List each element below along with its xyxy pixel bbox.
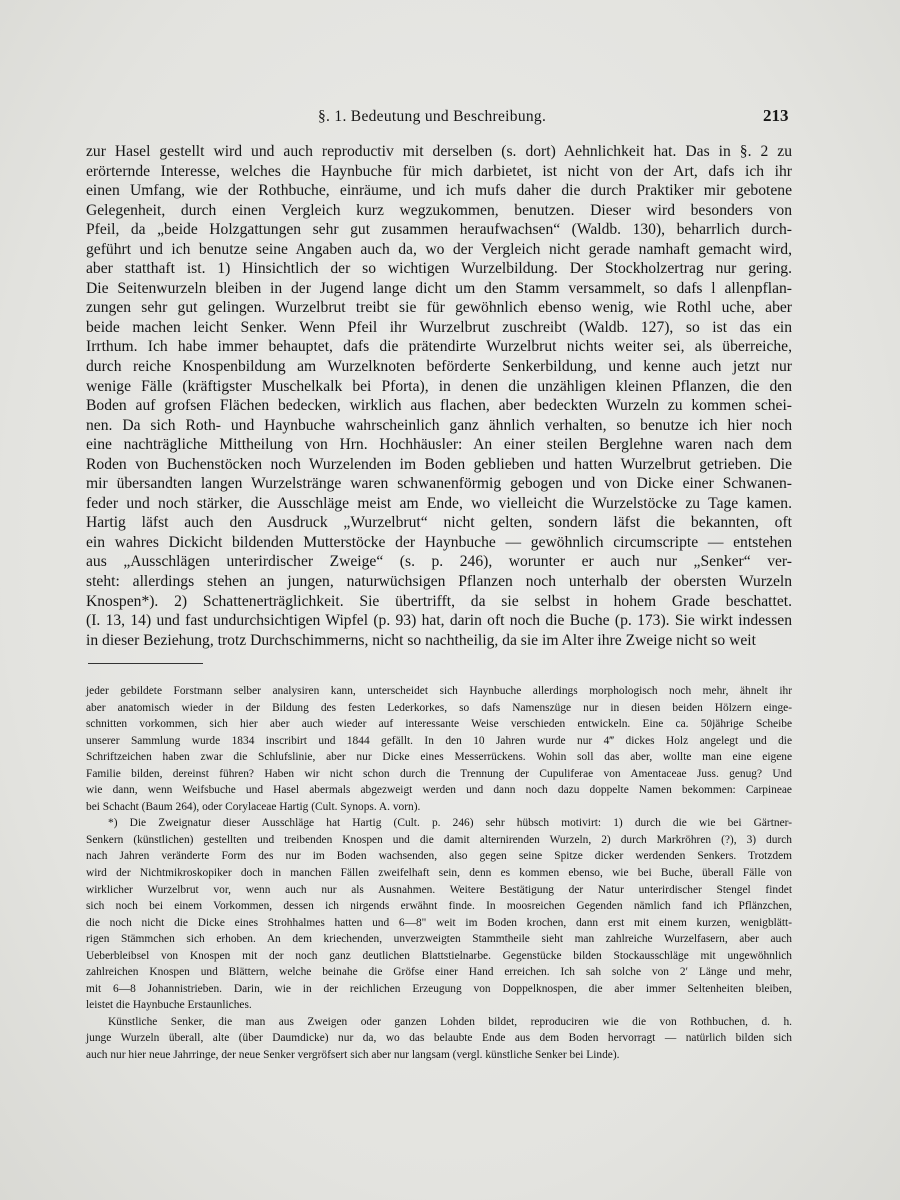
text-line: zungen sehr gut gelingen. Wurzelbrut treibt sie für gewöhnlich ebenso wenig, wie Rothl uche, aber xyxy=(86,299,792,317)
footnote-line: wie dann, wenn Weifsbuche und Hasel abermals abgezweigt werden und dann noch dazu doppelte Namen bekommen: Carpineae xyxy=(86,784,792,797)
text-line: Gelegenheit, durch einen Vergleich kurz wegzukommen, benutzen. Dieser wird besonders von xyxy=(86,201,792,219)
text-line: in dieser Beziehung, trotz Durchschimmerns, nicht so nachtheilig, da sie im Alter ihre Zweige nicht so weit xyxy=(86,631,756,649)
text-line: Hartig läfst auch den Ausdruck „Wurzelbrut“ nicht gelten, sondern läfst die bekannten, oft xyxy=(86,514,792,532)
text-line: geführt und ich benutze seine Angaben auch da, wo der Vergleich nicht gerade namhaft gemacht wird, xyxy=(86,240,792,258)
footnote-line: *) Die Zweignatur dieser Ausschläge hat Hartig (Cult. p. 246) sehr hübsch motivirt: 1) durch die wie bei Gärtner- xyxy=(108,817,792,830)
text-line: Die Seitenwurzeln bleiben in der Jugend lange dicht um den Stamm versammelt, so dafs l allenpflan- xyxy=(86,279,792,297)
footnote-line: mit 6—8 Johannistrieben. Darin, wie in der reichlichen Erzeugung von Doppelknospen, die aber immer Seltenheiten bleiben, xyxy=(86,982,792,995)
footnote-line: unserer Sammlung wurde 1834 inscribirt und 1844 gefällt. In den 10 Jahren wurde nur 4‴ dickes Holz angelegt und die xyxy=(86,734,792,747)
footnote-line: sich noch bei einem Vorkommen, dessen ich nirgends erwähnt finde. In moosreichen Gegenden nämlich fand ich Pflänzchen, xyxy=(86,900,792,913)
footnotes-block xyxy=(86,683,792,1064)
text-line: ein wahres Dickicht bildenden Mutterstöcke der Haynbuche — gewöhnlich circumscripte — entstehen xyxy=(86,533,792,551)
text-line: beide machen leicht Senker. Wenn Pfeil ihr Wurzelbrut zuschreibt (Waldb. 127), so ist das ein xyxy=(86,318,792,336)
footnote-line: die noch nicht die Dicke eines Strohhalmes hatten und 6—8" weit im Boden krochen, dann erst mit einem kurzen, wenigblätt- xyxy=(86,916,792,929)
text-line: einen Umfang, wie der Rothbuche, einräume, und ich mufs daher die durch Praktiker mir gebotene xyxy=(86,182,792,200)
footnote-line: Ueberbleibsel von Knospen mit der noch ganz deutlichen Blattstielnarbe. Gegenstücke bilden Stockausschläge mit ungewöhnlich xyxy=(86,949,792,962)
text-line: nen. Da sich Roth- und Haynbuche wahrscheinlich ganz ähnlich verhalten, so benutze ich hier noch xyxy=(86,416,792,434)
footnote-line: leistet die Haynbuche Erstaunliches. xyxy=(86,999,252,1012)
footnote-line: wird der Nichtmikroskopiker doch in manchen Fällen zweifelhaft sein, denn es kommen ebenso, wie bei Buche, überall Fälle von xyxy=(86,867,792,880)
footnote-line: schnitten vorkommen, sich hier aber auch wieder auf interessante Weise verschieden entwickeln. Eine ca. 50jährige Scheibe xyxy=(86,718,792,731)
footnote-line: nach Jahren veränderte Form des nur im Boden wachsenden, also gegen seine Spitze dicker werdenden Senkers. Trotzdem xyxy=(86,850,792,863)
text-line: Boden auf grofsen Flächen bedecken, wirklich aus flachen, aber bedeckten Wurzeln zu kommen schei- xyxy=(86,397,792,415)
footnote-separator xyxy=(88,663,203,664)
footnote-line: jeder gebildete Forstmann selber analysiren kann, unterscheidet sich Haynbuche allerdings morphologisch noch mehr, ähnelt ihr xyxy=(86,685,792,697)
text-line: feder und noch stärker, die Ausschläge meist am Ende, wo vielleicht die Wurzelstöcke zu Tage kamen. xyxy=(86,494,792,512)
footnote-line: aber anatomisch wieder in der Bildung des festen Lederkorkes, so dafs Namenszüge nur in diesen beiden Hölzern einge- xyxy=(86,701,792,714)
running-header xyxy=(0,106,900,130)
text-line: Roden von Buchenstöcken noch Wurzelenden im Boden geblieben und hatten Wurzelbrut getrieben. Die xyxy=(86,455,792,473)
text-line: erörternde Interesse, welches die Haynbuche für mich darbietet, ist nicht von der Art, dafs ich ihr xyxy=(86,162,792,180)
footnote-line: Künstliche Senker, die man aus Zweigen oder ganzen Lohden bildet, reproduciren wie die von Rothbuchen, d. h. xyxy=(108,1015,792,1028)
text-line: aus „Ausschlägen unterirdischer Zweige“ (s. p. 246), worunter er auch nur „Senker“ ver- xyxy=(86,553,792,571)
text-line: Pfeil, da „beide Holzgattungen sehr gut zusammen heraufwachsen“ (Waldb. 130), beharrlich durch- xyxy=(86,221,792,239)
text-line: wenige Fälle (kräftigster Muschelkalk bei Pforta), in denen die unzähligen kleinen Pflanzen, die den xyxy=(86,377,792,395)
text-line: eine nachträgliche Mittheilung von Hrn. Hochhäusler: An einer steilen Berglehne waren nach dem xyxy=(86,436,792,454)
footnote-line: Senkern (künstlichen) gestellten und treibenden Knospen und die damit alternirenden Wurzeln, 2) durch Markröhren (?), 3) durch xyxy=(86,833,792,846)
footnote-line: auch nur hier neue Jahrringe, der neue Senker vergröfsert sich aber nur langsam (vergl. künstliche Senker bei Linde). xyxy=(86,1049,620,1062)
footnote-line: rigen Stämmchen sich erhoben. An dem kriechenden, unverzweigten Stammtheile sieht man zahlreiche Wurzelfasern, aber auch xyxy=(86,933,792,946)
footnote-line: zahlreichen Knospen und Blättern, welche beinahe die Gröfse einer Hand erreichen. Ich sah solche von 2′ Länge und mehr, xyxy=(86,966,792,979)
text-line: Irrthum. Ich habe immer behauptet, dafs die prätendirte Wurzelbrut nichts weiter sei, als überreiche, xyxy=(86,338,792,356)
text-line: aber statthaft ist. 1) Hinsichtlich der so wichtigen Wurzelbildung. Der Stockholzertrag nur gering. xyxy=(86,260,792,278)
footnote-line: bei Schacht (Baum 264), oder Corylaceae Hartig (Cult. Synops. A. vorn). xyxy=(86,800,421,813)
text-line: zur Hasel gestellt wird und auch reproductiv mit derselben (s. dort) Aehnlichkeit hat. Das in §. 2 zu xyxy=(86,143,792,160)
text-line: mir übersandten langen Wurzelstränge waren schwanenförmig gebogen und von Dicke einer Schwanen- xyxy=(86,475,792,493)
main-text-block xyxy=(86,142,792,650)
footnote-line: junge Wurzeln überall, alte (über Daumdicke) nur da, wo das belaubte Ende aus dem Boden hervorragt — natürlich bilden sich xyxy=(86,1032,792,1045)
section-heading: §. 1. Bedeutung und Beschreibung. xyxy=(318,108,547,125)
text-line: steht: allerdings stehen an jungen, naturwüchsigen Pflanzen noch unterhalb der obersten Wurzeln xyxy=(86,573,792,591)
footnote-line: Schriftzeichen haben zwar die Schlufslinie, aber nur Dicke eines Messerrückens. Wohin soll das aber, wollte man eine eigene xyxy=(86,751,792,764)
text-line: Knospen*). 2) Schattenerträglichkeit. Sie übertrifft, da sie selbst in hohem Grade beschattet. xyxy=(86,592,792,610)
page-number: 213 xyxy=(763,106,789,125)
footnote-line: wirklicher Wurzelbrut vor, wenn auch nur als Ausnahmen. Weitere Bestätigung der Natur unterirdischer Stengel findet xyxy=(86,883,792,896)
footnote-line: Familie bilden, dereinst führen? Haben wir nicht schon durch die Trennung der Cupuliferae von Amentaceae Juss. genug? Und xyxy=(86,767,792,780)
text-line: (I. 13, 14) und fast undurchsichtigen Wipfel (p. 93) hat, darin oft noch die Buche (p. 173). Sie wirkt indessen xyxy=(86,612,792,630)
text-line: durch reiche Knospenbildung am Wurzelknoten beförderte Senkerbildung, und kenne auch jetzt nur xyxy=(86,358,792,376)
